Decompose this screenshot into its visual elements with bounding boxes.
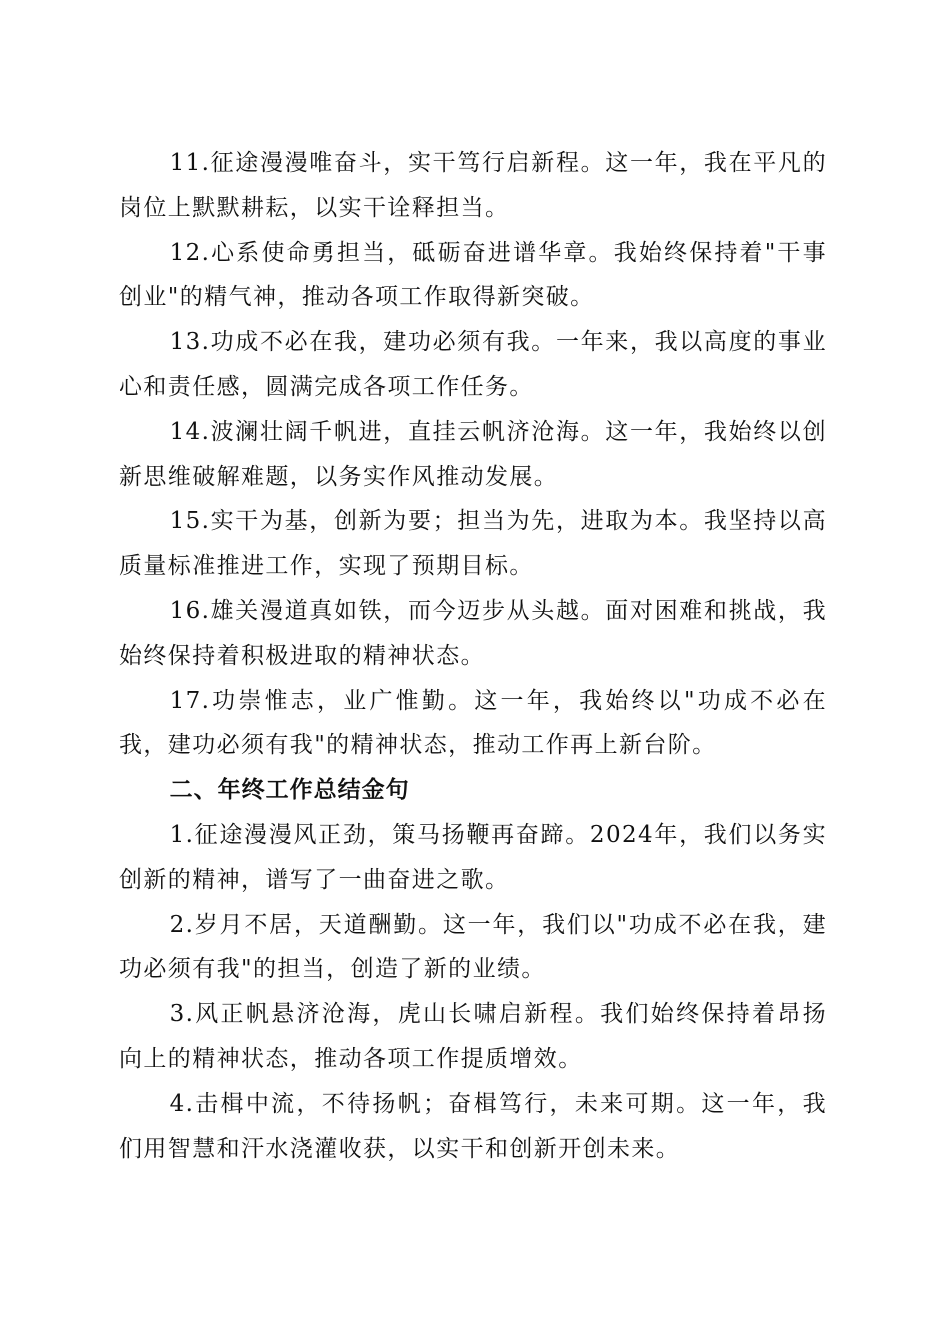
summary-item-3: 3.风正帆悬济沧海，虎山长啸启新程。我们始终保持着昂扬向上的精神状态，推动各项工作提质增效。 — [119, 1001, 827, 1072]
paragraph-item-17: 17.功崇惟志，业广惟勤。这一年，我始终以"功成不必在我，建功必须有我"的精神状态，推动工作再上新台阶。 — [119, 687, 827, 759]
summary-item-1: 1.征途漫漫风正劲，策马扬鞭再奋蹄。2024年，我们以务实创新的精神，谱写了一曲奋进之歌。 — [119, 821, 827, 893]
paragraph-item-11: 11.征途漫漫唯奋斗，实干笃行启新程。这一年，我在平凡的岗位上默默耕耘，以实干诠释担当。 — [119, 150, 827, 221]
summary-item-4: 4.击楫中流，不待扬帆；奋楫笃行，未来可期。这一年，我们用智慧和汗水浇灌收获，以实干和创新开创未来。 — [119, 1090, 827, 1162]
summary-item-2: 2.岁月不居，天道酬勤。这一年，我们以"功成不必在我，建功必须有我"的担当，创造了新的业绩。 — [119, 911, 827, 983]
paragraph-item-13: 13.功成不必在我，建功必须有我。一年来，我以高度的事业心和责任感，圆满完成各项工作任务。 — [119, 329, 827, 400]
paragraph-item-16: 16.雄关漫道真如铁，而今迈步从头越。面对困难和挑战，我始终保持着积极进取的精神状态。 — [119, 597, 827, 669]
paragraph-item-14: 14.波澜壮阔千帆进，直挂云帆济沧海。这一年，我始终以创新思维破解难题，以务实作风推动发展。 — [119, 418, 827, 490]
document-body — [119, 141, 827, 1171]
section-heading: 二、年终工作总结金句 — [169, 777, 410, 804]
paragraph-item-12: 12.心系使命勇担当，砥砺奋进谱华章。我始终保持着"干事创业"的精气神，推动各项工作取得新突破。 — [119, 239, 827, 311]
paragraph-item-15: 15.实干为基，创新为要；担当为先，进取为本。我坚持以高质量标准推进工作，实现了预期目标。 — [119, 508, 827, 580]
